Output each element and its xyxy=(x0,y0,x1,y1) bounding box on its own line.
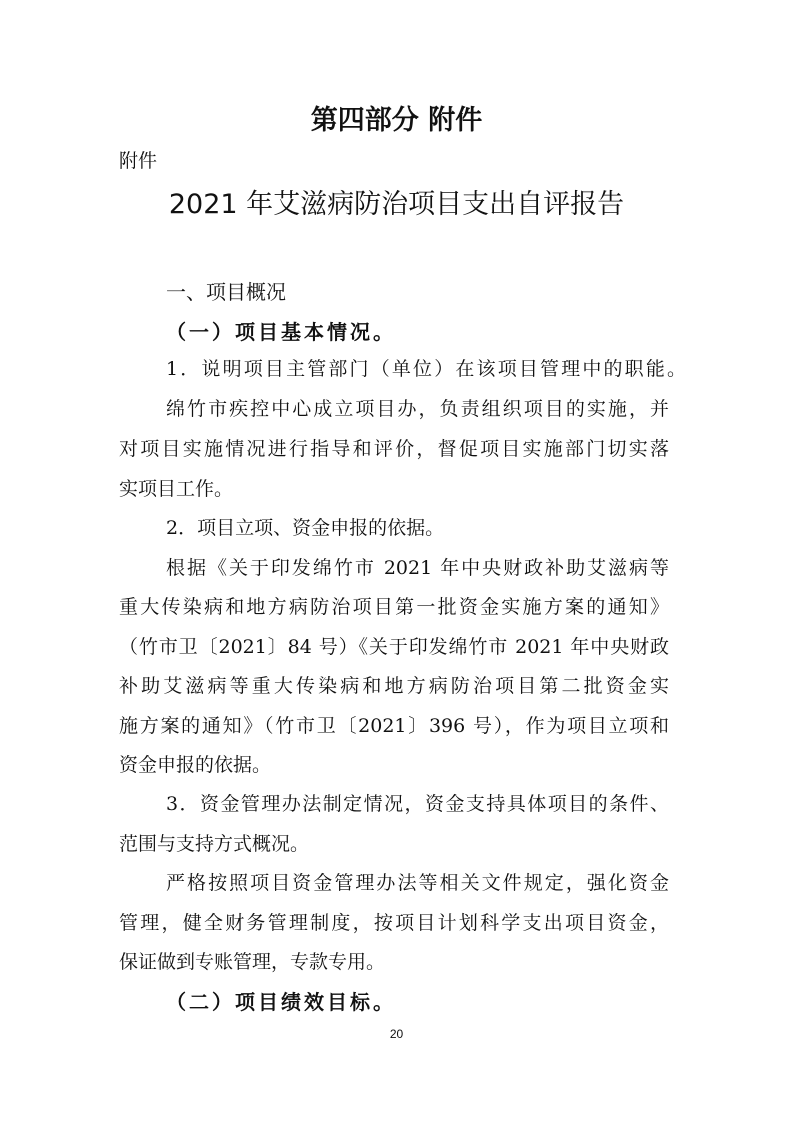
page-number: 20 xyxy=(389,1027,404,1041)
body-line: 对项目实施情况进行指导和评价，督促项目实施部门切实落 xyxy=(119,438,669,460)
body-line: 补助艾滋病等重大传染病和地方病防治项目第二批资金实 xyxy=(119,675,669,697)
report-title: 2021 年艾滋病防治项目支出自评报告 xyxy=(168,189,625,220)
body-line: 3．资金管理办法制定情况，资金支持具体项目的条件、 xyxy=(166,793,669,815)
body-line: （竹市卫〔2021〕84 号）《关于印发绵竹市 2021 年中央财政 xyxy=(119,636,669,658)
body-line: 范围与支持方式概况。 xyxy=(119,833,310,855)
subsection-heading-performance-goals: （二）项目绩效目标。 xyxy=(166,990,396,1014)
body-line: 2．项目立项、资金申报的依据。 xyxy=(166,517,445,539)
attachment-label: 附件 xyxy=(119,150,158,172)
subsection-heading-basic-info: （一）项目基本情况。 xyxy=(166,320,396,344)
body-line: 根据《关于印发绵竹市 2021 年中央财政补助艾滋病等 xyxy=(166,557,669,579)
body-line: 绵竹市疾控中心成立项目办，负责组织项目的实施，并 xyxy=(166,398,669,420)
section-heading: 一、项目概况 xyxy=(166,280,286,304)
body-line: 重大传染病和地方病防治项目第一批资金实施方案的通知》 xyxy=(119,596,669,618)
body-line: 保证做到专账管理，专款专用。 xyxy=(119,951,386,973)
body-line: 严格按照项目资金管理办法等相关文件规定，强化资金 xyxy=(166,872,669,894)
body-line: 管理，健全财务管理制度，按项目计划科学支出项目资金， xyxy=(119,912,669,934)
body-line: 施方案的通知》（竹市卫〔2021〕396 号），作为项目立项和 xyxy=(119,715,669,737)
part-title: 第四部分 附件 xyxy=(310,105,483,136)
body-line: 实项目工作。 xyxy=(119,478,234,500)
body-line: 1．说明项目主管部门（单位）在该项目管理中的职能。 xyxy=(166,358,686,380)
body-line: 资金申报的依据。 xyxy=(119,754,272,776)
